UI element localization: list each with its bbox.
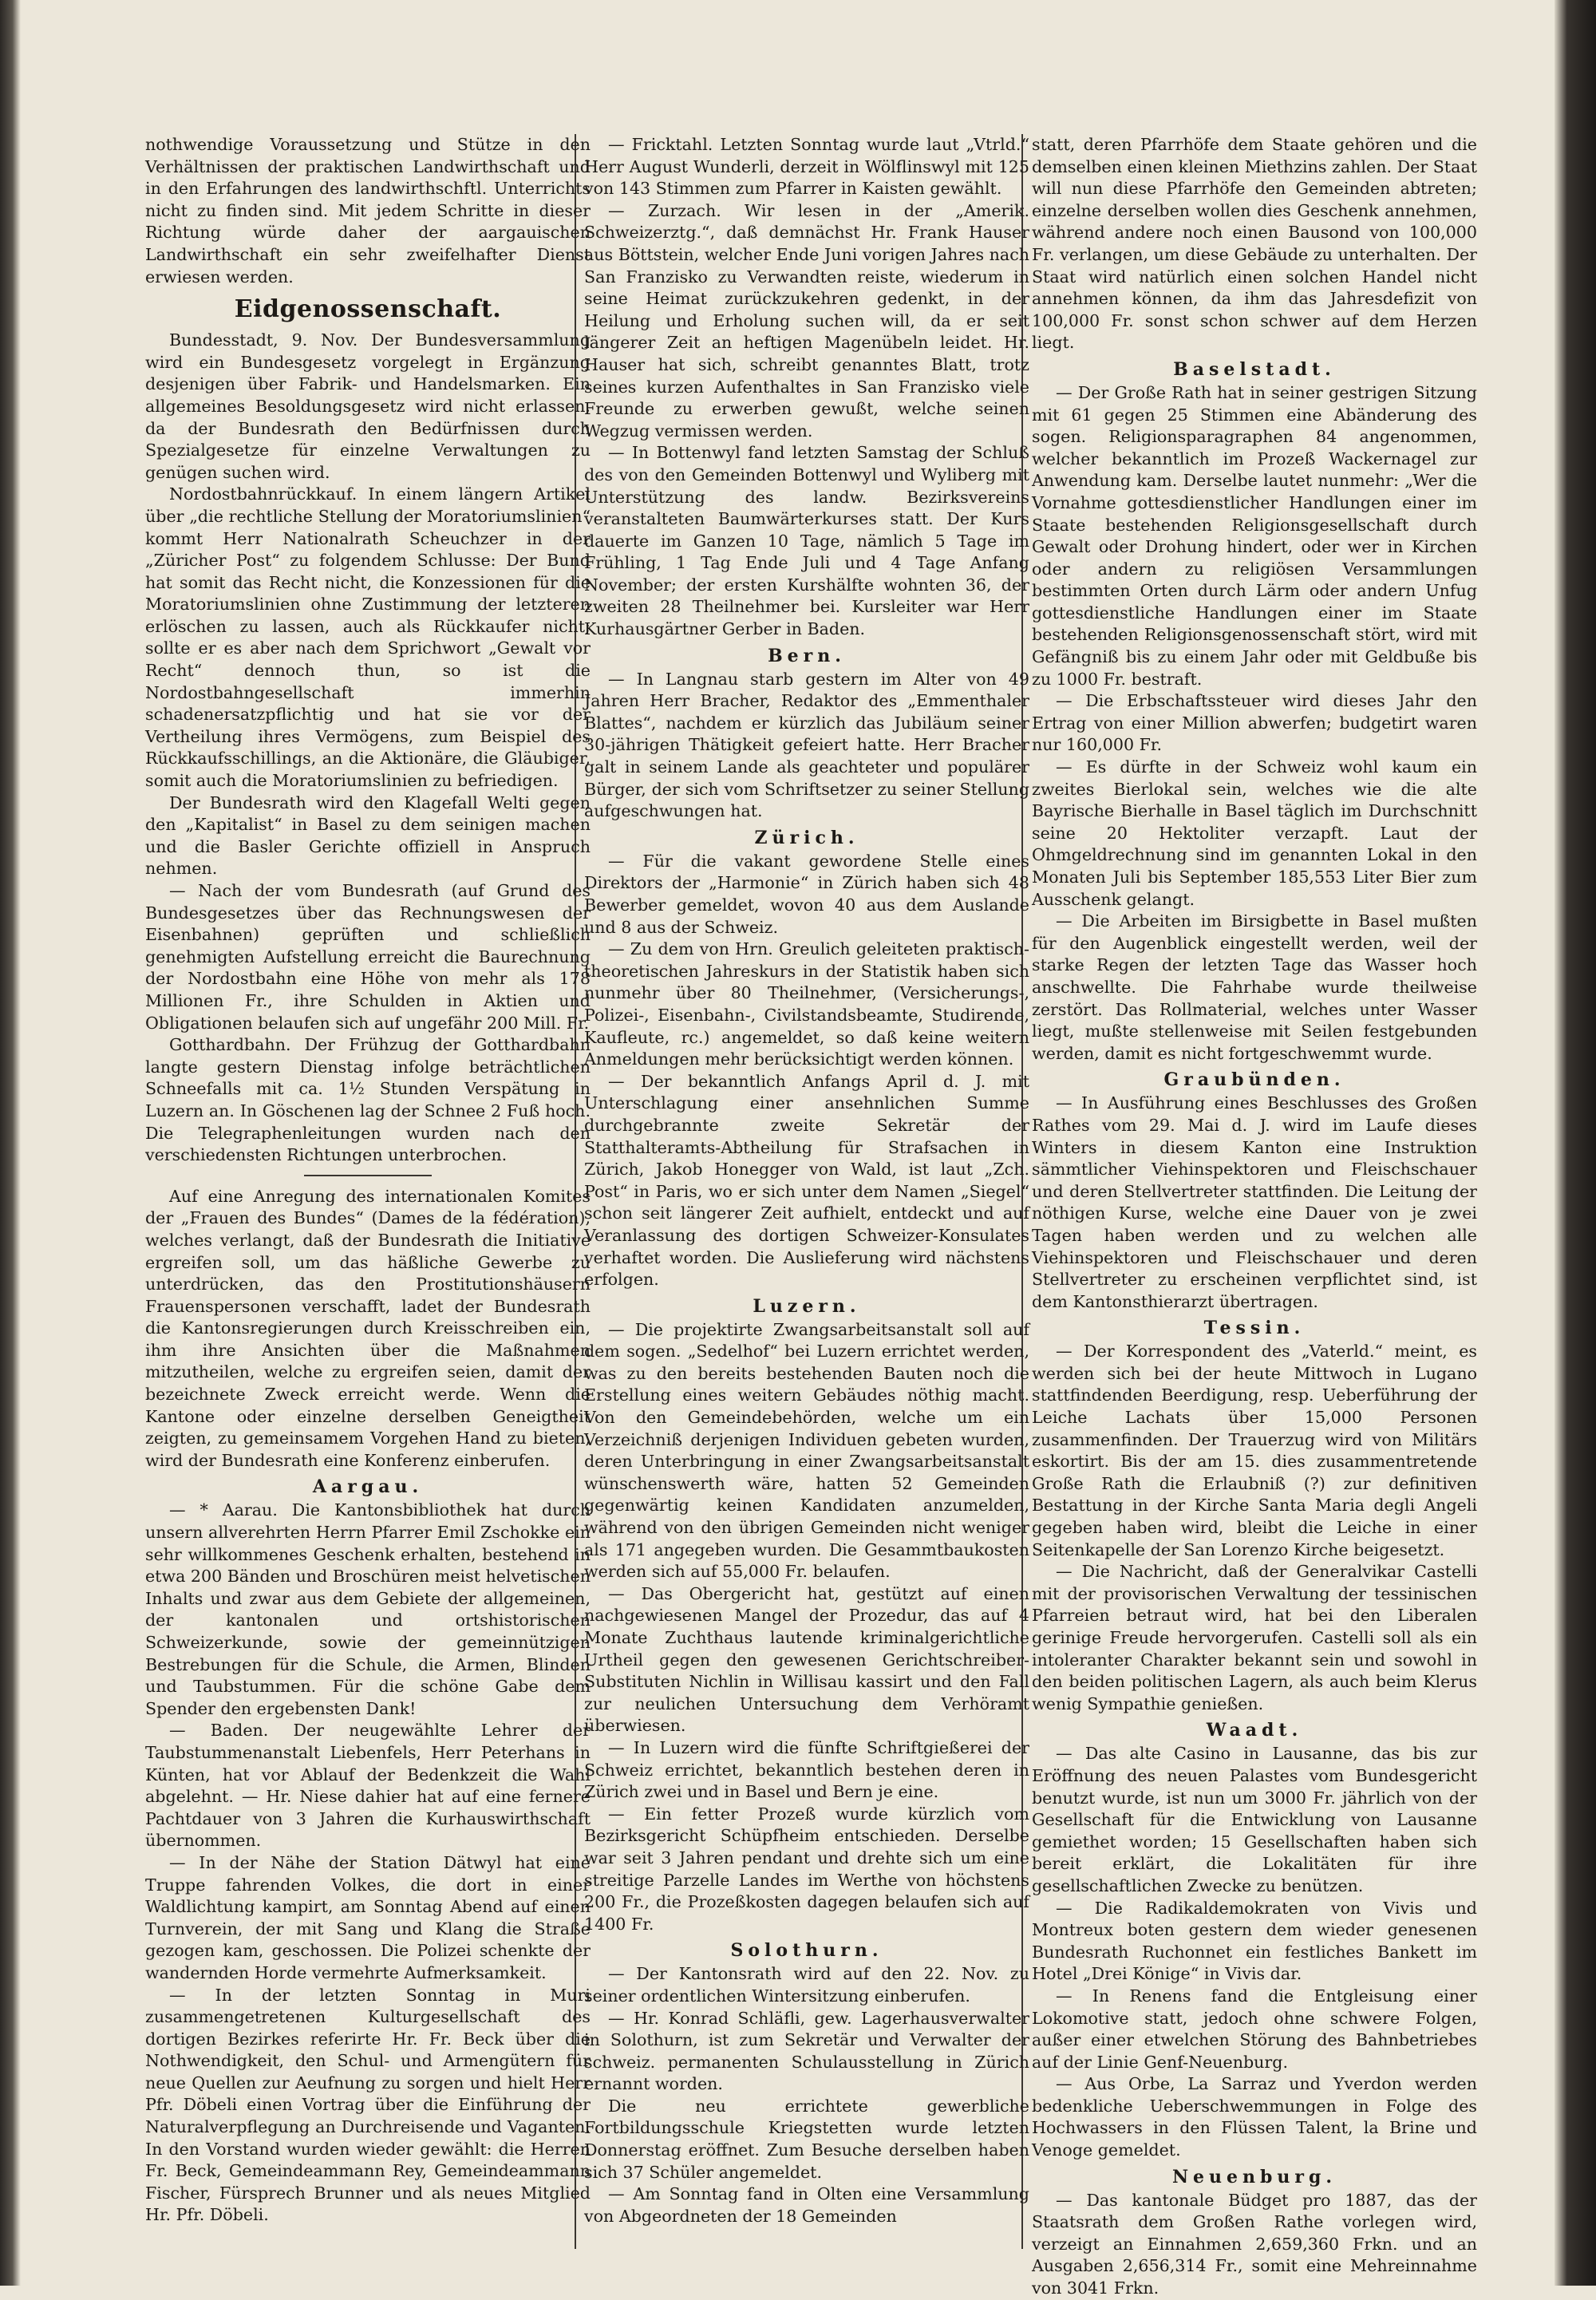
article-paragraph: Bundesstadt, 9. Nov. Der Bundesversammlung wird ein Bundesgesetz vorgelegt in Ergänzung desjenigen über Fabrik- und Handelsmarken. Ein allgemeines Besoldungsgesetz wird nicht erlassen, da der Bundesrath den Bedürfnissen durch Spezialgesetze für einzelne Verwaltungen zu genügen suchen wird. bbox=[145, 330, 591, 482]
column-3 bbox=[1032, 134, 1477, 2298]
article-paragraph: — In Renens fand die Entgleisung einer Lokomotive statt, jedoch ohne schwere Folgen, außer einer etwelchen Störung des Bahnbetriebes auf der Linie Genf-Neuenburg. bbox=[1032, 1986, 1477, 2072]
article-paragraph: statt, deren Pfarrhöfe dem Staate gehören und die demselben einen kleinen Miethzins zahlen. Der Staat will nun diese Pfarrhöfe den Gemeinden abtreten; einzelne derselben wollen dies Geschenk annehmen, während andere noch einen Bausond von 100,000 Fr. verlangen, um diese Gebäude zu unterhalten. Der Staat wird natürlich einen solchen Handel nicht annehmen können, da ihm das Jahresdefizit von 100,000 Fr. sonst schon schwer auf dem Herzen liegt. bbox=[1032, 135, 1477, 353]
article-paragraph: — Der Große Rath hat in seiner gestrigen Sitzung mit 61 gegen 25 Stimmen eine Abänderung des sogen. Religionsparagraphen 84 angenommen, welcher bekanntlich im Prozeß Wackernagel zur Anwendung kam. Derselbe lautet nunmehr: „Wer die Vornahme gottesdienstlicher Handlungen einer im Staate bestehenden Religionsgesellschaft durch Gewalt oder Drohung hindert, oder wer in Kirchen oder andern zu religiösen Versammlungen bestimmten Orten durch Lärm oder andern Unfug gottesdienstliche Handlungen einer im Staate bestehenden Religionsgenossenschaft stört, wird mit Gefängniß bis zu einem Jahr oder mit Geldbuße bis zu 1000 Fr. bestraft. bbox=[1032, 382, 1477, 689]
article-paragraph: — Der Kantonsrath wird auf den 22. Nov. zu seiner ordentlichen Wintersitzung einberufen. bbox=[584, 1964, 1029, 2006]
article-paragraph: Gotthardbahn. Der Frühzug der Gotthardbahn langte gestern Dienstag infolge beträchtlichen Schneefalls mit ca. 1½ Stunden Verspätung in Luzern an. In Göschenen lag der Schnee 2 Fuß hoch. Die Telegraphenleitungen wurden nach den verschiedensten Richtungen unterbrochen. bbox=[145, 1035, 591, 1165]
article-paragraph: — Zu dem von Hrn. Greulich geleiteten praktisch-theoretischen Jahreskurs in der Statistik haben sich nunmehr über 80 Theilnehmer, (Versicherungs-, Polizei-, Eisenbahn-, Civilstandsbeamte, Studirende, Kaufleute, rc.) angemeldet, so daß keine weitern Anmeldungen mehr berücksichtigt werden können. bbox=[584, 939, 1029, 1069]
article-paragraph: — Die projektirte Zwangsarbeitsanstalt soll auf dem sogen. „Sedelhof“ bei Luzern errichtet werden, was zu den bereits bestehenden Bauten noch die Erstellung eines weitern Gebäudes nöthig macht. Von den Gemeindebehörden, welche um ein Verzeichniß derjenigen Individuen gebeten wurden, deren Unterbringung in einer Zwangsarbeitsanstalt wünschenswerth wäre, hatten 52 Gemeinden gegenwärtig keinen Kandidaten anzumelden, während von den übrigen Gemeinden nicht weniger als 171 angegeben wurden. Die Gesammtbaukosten werden sich auf 55,000 Fr. belaufen. bbox=[584, 1319, 1029, 1582]
canton-heading: Zürich. bbox=[754, 827, 859, 848]
article-paragraph: — Hr. Konrad Schläfli, gew. Lagerhausverwalter in Solothurn, ist zum Sekretär und Verwalter der schweiz. permanenten Schulausstellung in Zürich ernannt worden. bbox=[584, 2008, 1029, 2094]
canton-heading: Luzern. bbox=[753, 1295, 861, 1317]
article-paragraph: — Aus Orbe, La Sarraz und Yverdon werden bedenkliche Ueberschwemmungen in Folge des Hochwassers in den Flüssen Talent, la Brine und Venoge gemeldet. bbox=[1032, 2074, 1477, 2160]
canton-heading: Solothurn. bbox=[730, 1940, 883, 1962]
article-paragraph: — Für die vakant gewordene Stelle eines Direktors der „Harmonie“ in Zürich haben sich 48 Bewerber gemeldet, wovon 40 aus dem Auslande und 8 aus der Schweiz. bbox=[584, 851, 1029, 937]
canton-heading: Tessin. bbox=[1203, 1318, 1306, 1339]
article-paragraph: — Fricktahl. Letzten Sonntag wurde laut „Vtrld.“ Herr August Wunderli, derzeit in Wölflinswyl mit 125 von 143 Stimmen zum Pfarrer in Kaisten gewählt. bbox=[584, 135, 1029, 199]
article-paragraph: — Die Nachricht, daß der Generalvikar Castelli mit der provisorischen Verwaltung der tessinischen Pfarreien betraut wird, hat bei den Liberalen gerinige Freude hervorgerufen. Castelli soll als ein intoleranter Charakter bekannt sein und sowohl in den beiden politischen Lagern, als auch beim Klerus wenig Sympathie genießen. bbox=[1032, 1562, 1477, 1713]
article-paragraph: — Die Arbeiten im Birsigbette in Basel mußten für den Augenblick eingestellt werden, weil der starke Regen der letzten Tage das Wasser hoch anschwellte. Die Fahrhabe wurde theilweise zerstört. Das Rollmaterial, welches unter Wasser liegt, mußte stellenweise mit Seilen festgebunden werden, damit es nicht fortgeschwemmt wurde. bbox=[1032, 911, 1477, 1063]
article-paragraph: — Das alte Casino in Lausanne, das bis zur Eröffnung des neuen Palastes vom Bundesgericht benutzt wurde, ist nun um 3000 Fr. jährlich von der Gesellschaft für die Entwicklung von Lausanne gemiethet worden; 15 Gesellschaften haben sich bereit erklärt, die Lokalitäten für ihre gesellschaftlichen Zwecke zu benützen. bbox=[1032, 1744, 1477, 1895]
article-paragraph: — Baden. Der neugewählte Lehrer der Taubstummenanstalt Liebenfels, Herr Peterhans in Künten, hat vor Ablauf der Bedenkzeit die Wahl abgelehnt. — Hr. Niese dahier hat auf eine fernere Pachtdauer von 3 Jahren die Kurhauswirthschaft übernommen. bbox=[145, 1721, 591, 1851]
article-paragraph: — Zurzach. Wir lesen in der „Amerik. Schweizerztg.“, daß demnächst Hr. Frank Hauser aus Böttstein, welcher Ende Juni vorigen Jahres nach San Franzisko zu Verwandten reiste, wiederum in seine Heimat zurückzukehren gedenkt, in der Heilung und Erholung suchen will, da er seit längerer Zeit an heftigen Magenübeln leidet. Hr. Hauser hat sich, schreibt genanntes Blatt, trotz seines kurzen Aufenthaltes in San Franzisko viele Freunde zu erwerben gewußt, welche seinen Wegzug vermissen werden. bbox=[584, 200, 1029, 441]
article-paragraph: — Der bekanntlich Anfangs April d. J. mit Unterschlagung einer ansehnlichen Summe durchgebrannte zweite Sekretär der Statthalteramts-Abtheilung für Strafsachen in Zürich, Jakob Honegger von Wald, ist laut „Zch. Post“ in Paris, wo er sich unter dem Namen „Siegel“ schon seit längerer Zeit aufhielt, entdeckt und auf Veranlassung des dortigen Schweizer-Konsulates verhaftet worden. Die Auslieferung wird nächstens erfolgen. bbox=[584, 1071, 1029, 1290]
article-paragraph: — Nach der vom Bundesrath (auf Grund des Bundesgesetzes über das Rechnungswesen der Eisenbahnen) geprüften und schließlich genehmigten Aufstellung erreicht die Baurechnung der Nordostbahn eine Höhe von mehr als 178 Millionen Fr., ihre Schulden in Aktien und Obligationen belaufen sich auf ungefähr 200 Mill. Fr. bbox=[145, 881, 591, 1033]
article-paragraph: — Die Radikaldemokraten von Vivis und Montreux boten gestern dem wieder genesenen Bundesrath Ruchonnet ein festliches Bankett im Hotel „Drei Könige“ in Vivis dar. bbox=[1032, 1898, 1477, 1984]
article-paragraph: — Der Korrespondent des „Vaterld.“ meint, es werden sich bei der heute Mittwoch in Lugano stattfindenden Beerdigung, resp. Ueberführung der Leiche Lachats über 15,000 Personen zusammenfinden. Der Trauerzug wird von Militärs eskortirt. Bis der am 15. dies zusammentretende Große Rath die Erlaubniß (?) zur definitiven Bestattung in der Kirche Santa Maria degli Angeli gegeben haben wird, bleibt die Leiche in einer Seitenkapelle der San Lorenzo Kirche beigesetzt. bbox=[1032, 1342, 1477, 1559]
article-paragraph: — Ein fetter Prozeß wurde kürzlich vom Bezirksgericht Schüpfheim entschieden. Derselbe war seit 3 Jahren pendant und drehte sich um eine streitige Parzelle Landes im Werthe von höchstens 200 Fr., die Prozeßkosten dagegen belaufen sich auf 1400 Fr. bbox=[584, 1804, 1029, 1934]
article-paragraph: — In Luzern wird die fünfte Schriftgießerei der Schweiz errichtet, bekanntlich bestehen deren in Zürich zwei und in Basel und Bern je eine. bbox=[584, 1737, 1029, 1802]
column-1 bbox=[145, 134, 591, 2257]
article-paragraph: Die neu errichtete gewerbliche Fortbildungsschule Kriegstetten wurde letzten Donnerstag eröffnet. Zum Besuche derselben haben sich 37 Schüler angemeldet. bbox=[584, 2096, 1029, 2182]
canton-heading: Baselstadt. bbox=[1173, 358, 1336, 380]
article-paragraph: — * Aarau. Die Kantonsbibliothek hat durch unsern allverehrten Herrn Pfarrer Emil Zschokke ein sehr willkommenes Geschenk erhalten, bestehend in etwa 200 Bänden und Broschüren meist helvetischen Inhalts und zwar aus dem Gebiete der allgemeinen, der kantonalen und ortshistorischen Schweizerkunde, sowie der gemeinnützigen Bestrebungen für die Schule, die Armen, Blinden und Taubstummen. Für die schöne Gabe dem Spender den ergebensten Dank! bbox=[145, 1500, 591, 1718]
article-paragraph: Der Bundesrath wird den Klagefall Welti gegen den „Kapitalist“ in Basel zu dem seinigen machen und die Basler Gerichte offiziell in Anspruch nehmen. bbox=[145, 792, 591, 879]
article-paragraph: Auf eine Anregung des internationalen Komites der „Frauen des Bundes“ (Dames de la fédération), welches verlangt, daß der Bundesrath die Initiative ergreifen soll, um das häßliche Gewerbe zu unterdrücken, das den Prostitutionshäusern Frauenspersonen verschafft, ladet der Bundesrath die Kantonsregierungen durch Kreisschreiben ein, ihm ihre Ansichten über die Maßnahmen mitzutheilen, welche zu ergreifen seien, damit der bezeichnete Zweck erreicht werde. Wenn die Kantone oder einzelne derselben Geneigtheit zeigten, zu gemeinsamem Vorgehen Hand zu bieten, wird der Bundesrath eine Konferenz einberufen. bbox=[145, 1186, 591, 1470]
article-paragraph: — Es dürfte in der Schweiz wohl kaum ein zweites Bierlokal sein, welches wie die alte Bayrische Bierhalle in Basel täglich im Durchschnitt seine 20 Hektoliter verzapft. Laut der Ohmgeldrechnung sind im genannten Lokal in den Monaten Juli bis September 185,553 Liter Bier zum Ausschenk gelangt. bbox=[1032, 757, 1477, 909]
article-paragraph: — In Langnau starb gestern im Alter von 49 Jahren Herr Bracher, Redaktor des „Emmenthaler Blattes“, nachdem er kürzlich das Jubiläum seiner 30-jährigen Thätigkeit gefeiert hatte. Herr Bracher galt in seinem Lande als geachteter und populärer Bürger, der sich vom Schriftsetzer zu seiner Stellung aufgeschwungen hat. bbox=[584, 669, 1029, 821]
article-paragraph: — Das kantonale Büdget pro 1887, das der Staatsrath dem Großen Rathe vorlegen wird, verzeigt an Einnahmen 2,659,360 Frkn. und an Ausgaben 2,656,314 Fr., somit eine Mehreinnahme von 3041 Frkn. bbox=[1032, 2190, 1477, 2298]
article-paragraph: — In Ausführung eines Beschlusses des Großen Rathes vom 29. Mai d. J. wird im Laufe dieses Winters in diesem Kanton eine Instruktion sämmtlicher Viehinspektoren und Fleischschauer und deren Stellvertreter stattfinden. Die Leitung der nöthigen Kurse, welche eine Dauer von je zwei Tagen haben werden und zu welchen alle Viehinspektoren und Fleischschauer und deren Stellvertreter zu erscheinen verpflichtet sind, ist dem Kantonsthierarzt übertragen. bbox=[1032, 1093, 1477, 1311]
article-paragraph: — Am Sonntag fand in Olten eine Versammlung von Abgeordneten der 18 Gemeinden bbox=[584, 2184, 1029, 2226]
page-binding-shadow bbox=[0, 0, 21, 2286]
canton-heading: Neuenburg. bbox=[1171, 2166, 1337, 2187]
page-edge-shadow bbox=[1555, 0, 1596, 2286]
canton-heading: Aargau. bbox=[312, 1476, 424, 1498]
article-paragraph: — In Bottenwyl fand letzten Samstag der Schluß des von den Gemeinden Bottenwyl und Wyliberg mit Unterstützung des landw. Bezirksvereins veranstalteten Baumwärterkurses statt. Der Kurs dauerte im Ganzen 10 Tage, nämlich 5 Tage im Frühling, 1 Tag Ende Juli und 4 Tage Anfang November; der ersten Kurshälfte wohnten 36, der zweiten 28 Theilnehmer bei. Kursleiter war Herr Kurhausgärtner Gerber in Baden. bbox=[584, 443, 1029, 639]
canton-heading: Graubünden. bbox=[1163, 1069, 1345, 1091]
article-paragraph: — In der letzten Sonntag in Muri zusammengetretenen Kulturgesellschaft des dortigen Bezirkes referirte Hr. Fr. Beck über die Nothwendigkeit, den Schul- und Armengütern für neue Quellen zur Aeufnung zu sorgen und hielt Herr Pfr. Döbeli einen Vortrag über die Einführung der Naturalverpflegung an Durchreisende und Vaganten. In den Vorstand wurden wieder gewählt: die Herren Fr. Beck, Gemeindeammann Rey, Gemeindeammann Fischer, Fürsprech Brunner und als neues Mitglied Hr. Pfr. Döbeli. bbox=[145, 1985, 591, 2225]
column-2 bbox=[584, 134, 1029, 2257]
canton-heading: Bern. bbox=[768, 645, 846, 666]
article-paragraph: Nordostbahnrückkauf. In einem längern Artikel über „die rechtliche Stellung der Moratoriumslinien“ kommt Herr Nationalrath Scheuchzer in der „Züricher Post“ zu folgendem Schlusse: Der Bund hat somit das Recht nicht, die Konzessionen für die Moratoriumslinien ohne Zustimmung der letzteren erlöschen zu lassen, auch als Rückkaufer nicht; sollte er es aber nach dem Sprichwort „Gewalt vor Recht“ dennoch thun, so ist die Nordostbahngesellschaft immerhin schadenersatzpflichtig und hat sie vor der Vertheilung ihres Vermögens, zum Beispiel des Rückkaufsschillings, an die Aktionäre, die Gläubiger, somit auch die Moratoriumslinien zu befriedigen. bbox=[145, 484, 591, 791]
section-heading: Eidgenossenschaft. bbox=[234, 295, 502, 324]
article-paragraph: — In der Nähe der Station Dätwyl hat eine Truppe fahrenden Volkes, die dort in einer Waldlichtung kampirt, am Sonntag Abend auf einen Turnverein, der mit Sang und Klang die Straße gezogen kam, geschossen. Die Polizei schenkte der wandernden Horde vermehrte Aufmerksamkeit. bbox=[145, 1852, 591, 1982]
article-paragraph: — Die Erbschaftssteuer wird dieses Jahr den Ertrag von einer Million abwerfen; budgetirt waren nur 160,000 Fr. bbox=[1032, 691, 1477, 755]
separator-rule bbox=[304, 1175, 432, 1176]
canton-heading: Waadt. bbox=[1206, 1720, 1303, 1741]
article-paragraph: — Das Obergericht hat, gestützt auf einen nachgewiesenen Mangel der Prozedur, das auf 4 Monate Zuchthaus lautende kriminalgerichtliche Urtheil gegen den gewesenen Gerichtschreiber-Substituten Nichlin in Willisau kassirt und den Fall zur neulichen Untersuchung dem Verhöramt überwiesen. bbox=[584, 1583, 1029, 1736]
article-paragraph: nothwendige Voraussetzung und Stütze in den Verhältnissen der praktischen Landwirthschaft und in den Erfahrungen des landwirthschftl. Unterrichts nicht zu finden sind. Mit jedem Schritte in dieser Richtung würde daher der aargauischen Landwirthschaft ein sehr zweifelhafter Dienst erwiesen werden. bbox=[145, 135, 591, 287]
